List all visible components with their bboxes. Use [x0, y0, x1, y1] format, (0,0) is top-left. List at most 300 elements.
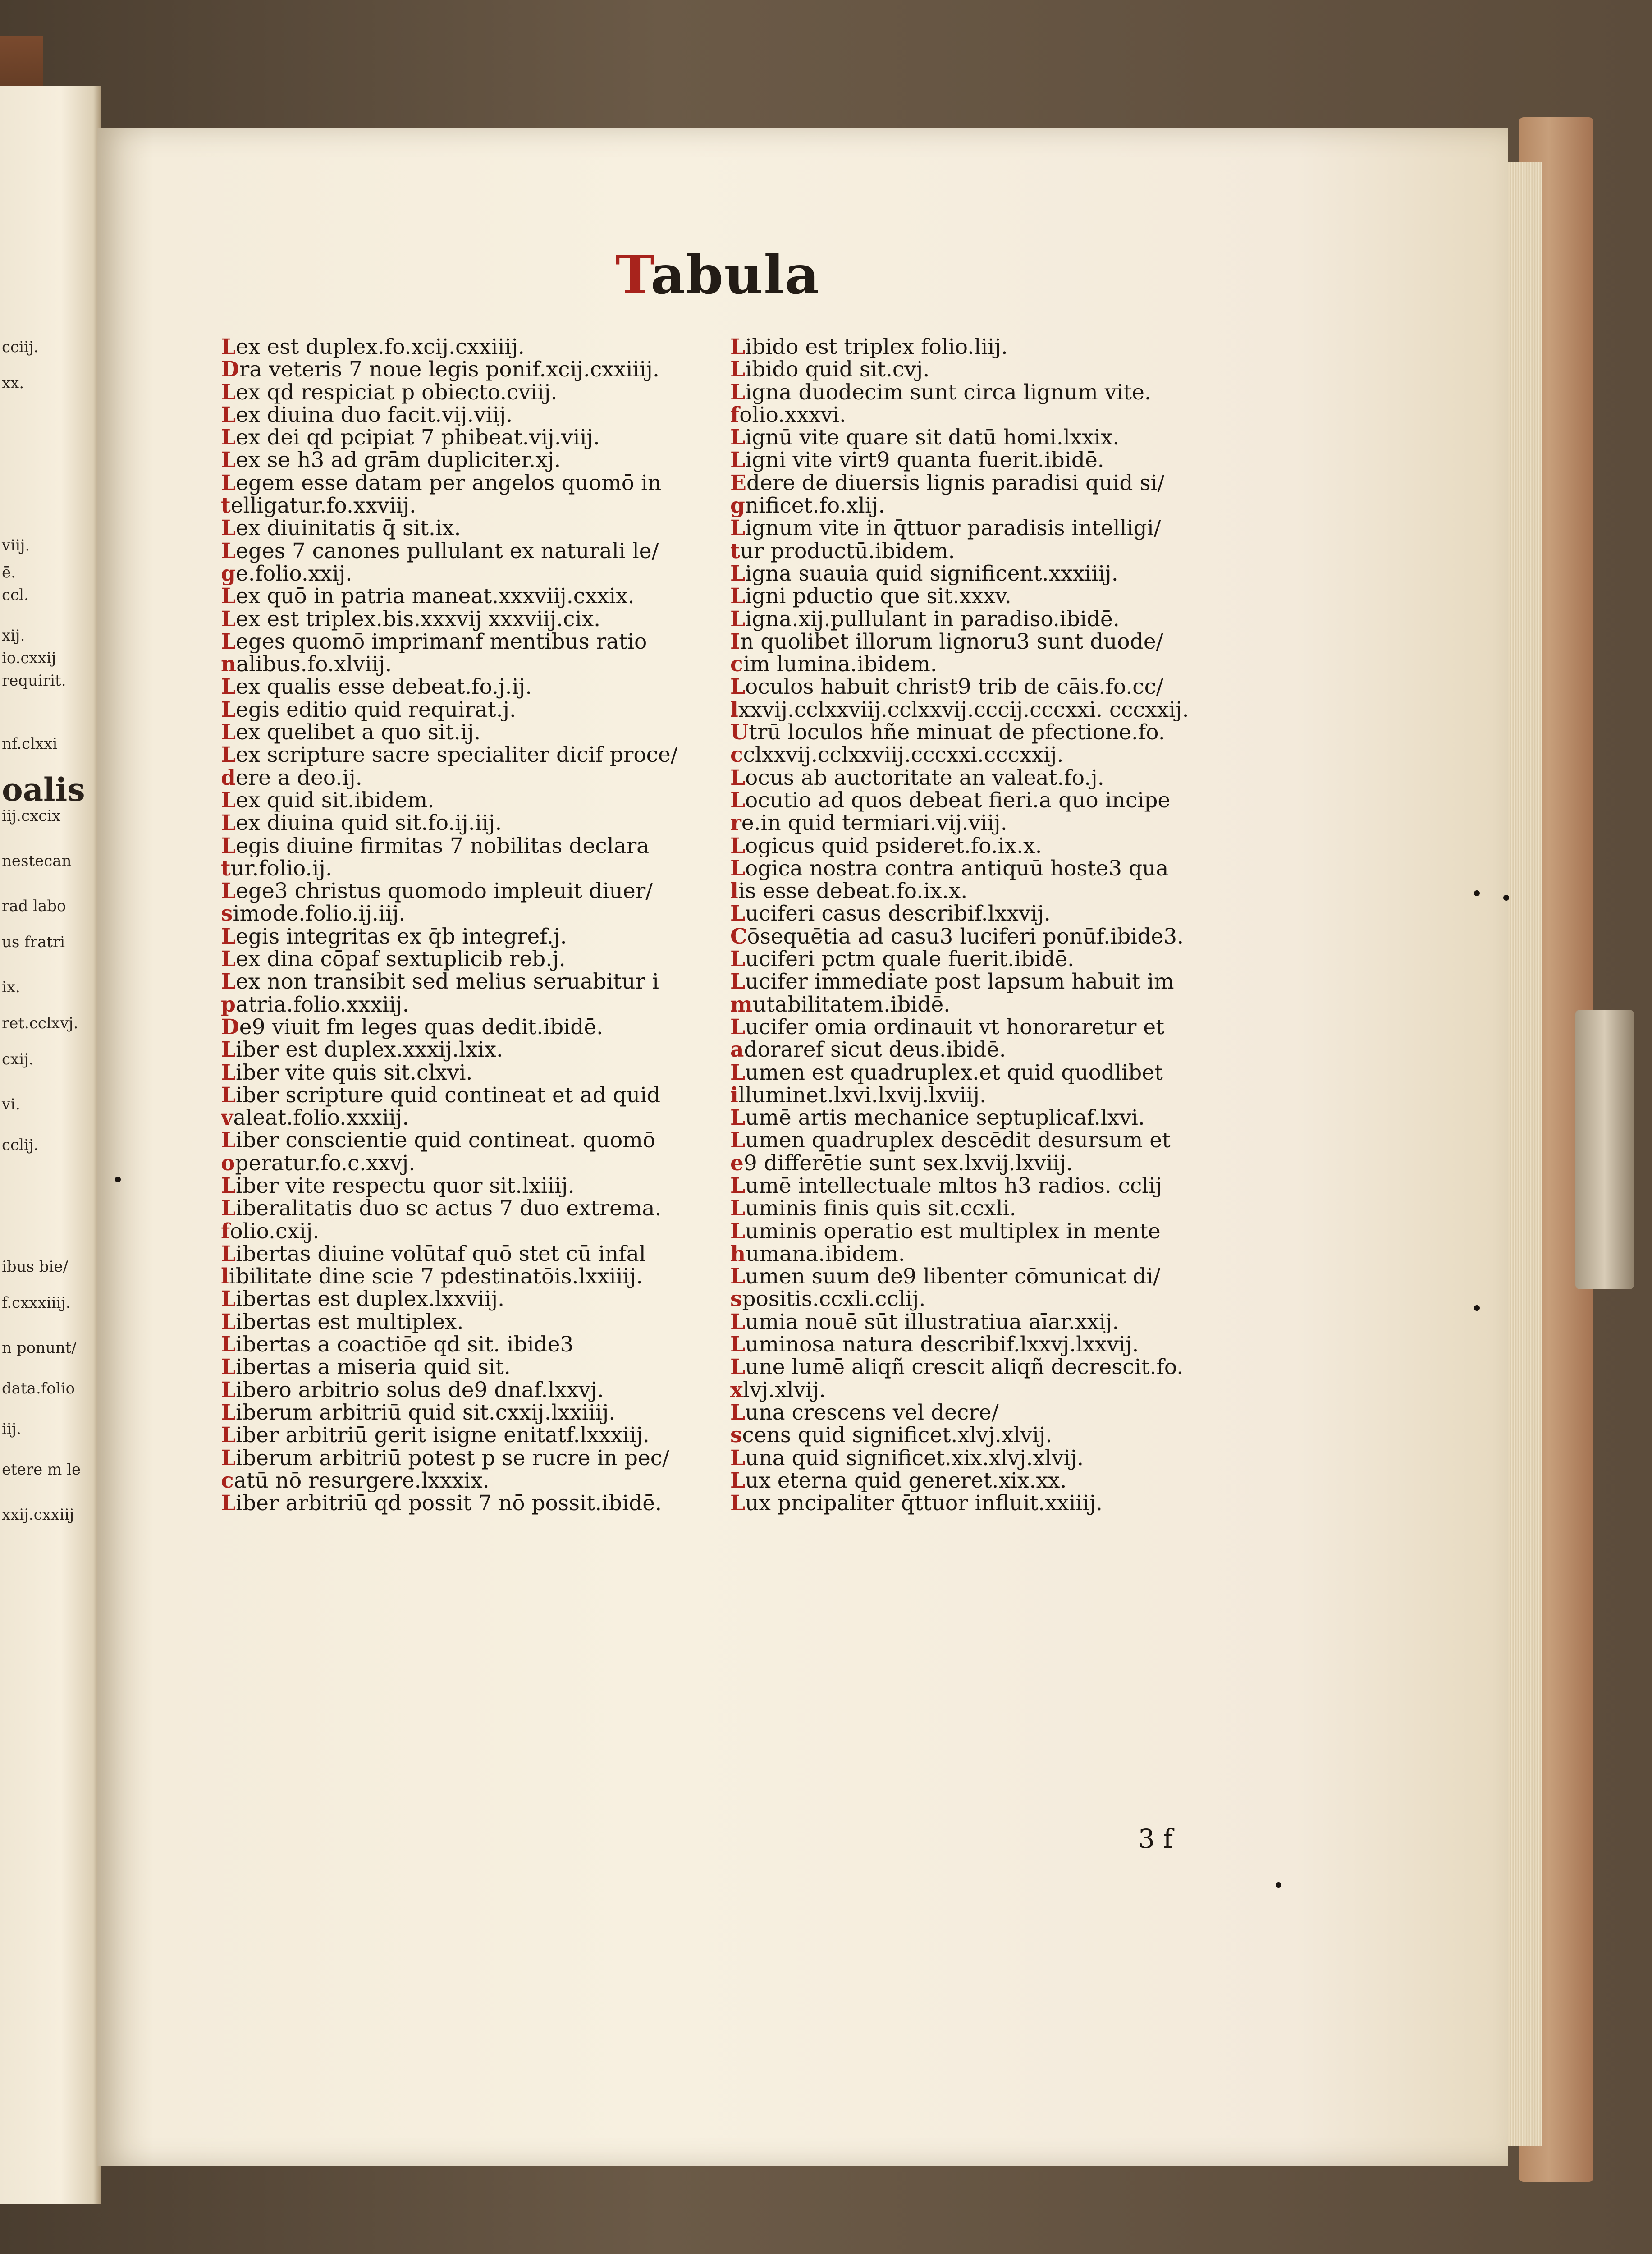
index-entry [730, 1084, 1217, 1107]
index-entry [221, 540, 708, 563]
entry-text: igna suauia quid significent.xxxiiij. [745, 562, 1118, 586]
index-entry [221, 653, 708, 676]
index-entry [221, 404, 708, 426]
entry-initial: L [221, 381, 236, 404]
entry-initial: L [730, 1107, 746, 1130]
entry-initial: L [221, 449, 236, 472]
entry-initial: L [221, 426, 236, 449]
entry-text: oculos habuit christ9 trib de cāis.fo.cc/ [745, 676, 1163, 699]
entry-text: olio.xxxvi. [739, 403, 847, 427]
entry-initial: E [730, 472, 746, 495]
entry-initial: L [221, 721, 236, 744]
index-entry [221, 1175, 708, 1197]
facing-page-text: ē. [2, 564, 16, 582]
index-entry [730, 1220, 1217, 1243]
entry-text: ex scripture sacre specialiter dicif proce/ [236, 744, 678, 767]
entry-initial: L [730, 1333, 746, 1356]
entry-initial: e [730, 1152, 744, 1175]
entry-initial: L [221, 880, 236, 903]
entry-text: iber conscientie quid contineat. quomō [236, 1129, 656, 1152]
heading-initial: T [615, 243, 651, 306]
entry-text: ibido quid sit.cvj. [745, 358, 930, 381]
index-entry [221, 994, 708, 1016]
entry-text: uminis operatio est multiplex in mente [745, 1220, 1161, 1243]
entry-initial: c [730, 653, 743, 676]
entry-initial: L [221, 1379, 236, 1402]
entry-initial: v [221, 1107, 233, 1130]
index-entry [730, 835, 1217, 857]
facing-page-fragment [0, 86, 101, 2204]
index-entry [221, 1288, 708, 1310]
entry-text: egis diuine firmitas 7 nobilitas declara [236, 834, 650, 857]
index-entry [221, 1402, 708, 1424]
entry-initial: L [730, 1174, 746, 1198]
index-entry [730, 1039, 1217, 1061]
entry-initial: t [730, 540, 740, 563]
index-entry [730, 336, 1217, 358]
entry-text: iber vite quis sit.clxvi. [236, 1061, 473, 1084]
index-entry [221, 948, 708, 971]
entry-initial: I [730, 630, 740, 654]
entry-initial: L [730, 517, 746, 540]
entry-text: ibertas diuine volūtaf quō stet cū infal [236, 1242, 646, 1266]
entry-text: xxvij.cclxxviij.cclxxvij.cccij.cccxxi. cccxxij. [738, 698, 1189, 722]
entry-initial: L [730, 903, 746, 925]
entry-text: ogica nostra contra antiquū hoste3 qua [745, 857, 1169, 880]
entry-initial: L [221, 676, 236, 699]
index-entry [221, 744, 708, 766]
ink-speck [1503, 895, 1509, 901]
entry-text: una quid significet.xix.xlvj.xlvij. [745, 1447, 1084, 1470]
index-entry [730, 495, 1217, 517]
entry-text: ex est duplex.fo.xcij.cxxiiij. [236, 336, 525, 359]
entry-initial: L [730, 1401, 746, 1425]
entry-text: iber vite respectu quor sit.lxiiij. [236, 1174, 575, 1198]
index-entry [221, 1107, 708, 1129]
entry-initial: L [221, 744, 236, 767]
index-entry [730, 1470, 1217, 1492]
index-entry [730, 404, 1217, 426]
entry-initial: L [730, 834, 746, 857]
entry-initial: L [730, 971, 746, 994]
facing-page-text: cclij. [2, 1136, 39, 1154]
entry-text: ege3 christus quomodo impleuit diuer/ [236, 880, 653, 903]
entry-initial: c [221, 1469, 234, 1493]
index-entry [221, 1084, 708, 1107]
entry-initial: L [730, 1356, 746, 1379]
entry-text: igna.xij.pullulant in paradiso.ibidē. [745, 608, 1120, 631]
entry-initial: L [221, 925, 236, 948]
entry-text: ucifer immediate post lapsum habuit im [745, 971, 1174, 994]
facing-page-text: ibus bie/ [2, 1258, 69, 1276]
entry-text: une lumē aliqñ crescit aliqñ decrescit.fo. [745, 1356, 1184, 1379]
entry-text: uminosa natura describif.lxxvj.lxxvij. [745, 1333, 1139, 1356]
index-entry [730, 1129, 1217, 1152]
entry-initial: L [221, 1288, 236, 1311]
facing-page-text: requirit. [2, 672, 66, 690]
entry-initial: L [221, 517, 236, 540]
entry-text: ignum vite in q̄ttuor paradisis intelligi/ [745, 517, 1161, 540]
entry-initial: L [221, 1061, 236, 1084]
entry-initial: L [221, 1242, 236, 1266]
facing-page-text: ix. [2, 978, 20, 996]
entry-initial: L [730, 1220, 746, 1243]
facing-page-text: io.cxxij [2, 649, 56, 667]
entry-text: ex quelibet a quo sit.ij. [236, 721, 481, 744]
facing-page-text: iij.cxcix [2, 807, 61, 825]
entry-initial: L [730, 857, 746, 880]
entry-initial: L [221, 472, 236, 495]
entry-initial: L [221, 698, 236, 722]
entry-text: alibus.fo.xlviij. [236, 653, 392, 676]
entry-initial: L [221, 834, 236, 857]
entry-text: 9 differētie sunt sex.lxvij.lxviij. [743, 1152, 1073, 1175]
entry-initial: L [730, 426, 746, 449]
entry-text: n quolibet illorum lignoru3 sunt duode/ [740, 630, 1163, 654]
entry-text: positis.ccxli.cclij. [742, 1288, 926, 1311]
entry-initial: l [730, 880, 738, 903]
entry-initial: s [730, 1288, 742, 1311]
ink-speck [1276, 1882, 1281, 1888]
entry-initial: L [730, 789, 746, 812]
entry-text: dere de diuersis lignis paradisi quid si/ [746, 472, 1165, 495]
index-entry [730, 517, 1217, 540]
index-entry [221, 631, 708, 653]
index-entry [221, 426, 708, 449]
facing-page-text: n ponunt/ [2, 1339, 77, 1357]
heading-rest: abula [650, 243, 820, 306]
index-entry [730, 653, 1217, 676]
entry-initial: L [221, 1129, 236, 1152]
entry-initial: L [221, 585, 236, 608]
entry-text: ur productū.ibidem. [740, 540, 955, 563]
index-entry [221, 1447, 708, 1470]
index-entry [730, 1447, 1217, 1470]
index-entry [221, 585, 708, 608]
entry-initial: L [221, 948, 236, 971]
entry-initial: L [730, 676, 746, 699]
index-entry [730, 880, 1217, 903]
entry-initial: t [221, 495, 231, 518]
entry-text: ocutio ad quos debeat fieri.a quo incipe [745, 789, 1171, 812]
entry-initial: D [221, 1016, 239, 1039]
entry-text: ibertas a coactiōe qd sit. ibide3 [236, 1333, 574, 1356]
entry-initial: t [221, 857, 231, 880]
index-entry [730, 789, 1217, 812]
index-entry [730, 721, 1217, 744]
entry-text: ex dina cōpaf sextuplicib reb.j. [236, 948, 566, 971]
index-entry [730, 381, 1217, 404]
entry-text: iberalitatis duo sc actus 7 duo extrema. [236, 1197, 662, 1220]
entry-text: is esse debeat.fo.ix.x. [738, 880, 968, 903]
entry-text: e.folio.xxij. [235, 562, 352, 586]
entry-initial: L [730, 1061, 746, 1084]
entry-text: ex non transibit sed melius seruabitur i [236, 971, 659, 994]
facing-page-text: iij. [2, 1420, 22, 1438]
index-entry [221, 472, 708, 495]
entry-text: ex qd respiciat p obiecto.cviij. [236, 381, 558, 404]
index-entry [221, 789, 708, 812]
index-entry [221, 699, 708, 721]
entry-initial: L [221, 630, 236, 654]
facing-page-text: cciij. [2, 338, 39, 356]
facing-page-text: ccl. [2, 586, 29, 604]
index-entry [730, 1379, 1217, 1402]
index-entry [221, 925, 708, 948]
index-entry [221, 1197, 708, 1220]
entry-initial: L [730, 948, 746, 971]
entry-text: iber scripture quid contineat et ad quid [236, 1084, 661, 1107]
entry-initial: L [221, 1174, 236, 1198]
facing-page-text: f.cxxxiiij. [2, 1294, 71, 1312]
index-entry [730, 358, 1217, 381]
index-entry [221, 880, 708, 903]
index-entry [221, 857, 708, 880]
index-entry [221, 1470, 708, 1492]
entry-text: ex quid sit.ibidem. [236, 789, 435, 812]
entry-text: ibilitate dine scie 7 pdestinatōis.lxxiiij. [229, 1265, 643, 1288]
index-entry [221, 767, 708, 789]
index-entry [221, 449, 708, 472]
entry-initial: x [730, 1379, 743, 1402]
index-entry [221, 1129, 708, 1152]
entry-text: una crescens vel decre/ [745, 1401, 999, 1425]
facing-page-text: rad labo [2, 897, 66, 915]
index-entry [221, 1243, 708, 1265]
entry-initial: L [730, 1310, 746, 1334]
index-entry [730, 994, 1217, 1016]
facing-page-text: vi. [2, 1095, 20, 1113]
index-entry [221, 517, 708, 540]
facing-page-text: xx. [2, 374, 24, 392]
index-entry [730, 1016, 1217, 1039]
facing-page-text: nestecan [2, 852, 72, 870]
entry-initial: L [221, 1356, 236, 1379]
entry-text: ocus ab auctoritate an valeat.fo.j. [745, 766, 1104, 789]
entry-initial: L [730, 1129, 746, 1152]
entry-initial: L [730, 1447, 746, 1470]
entry-text: igni pductio que sit.xxxv. [745, 585, 1011, 608]
index-entry [730, 563, 1217, 585]
entry-text: elligatur.fo.xxviij. [230, 495, 416, 518]
entry-text: iberum arbitriū quid sit.cxxij.lxxiiij. [236, 1401, 616, 1425]
entry-initial: h [730, 1242, 746, 1266]
entry-initial: L [730, 608, 746, 631]
ink-speck [1474, 1305, 1480, 1311]
index-entry [730, 426, 1217, 449]
index-entry [221, 1492, 708, 1515]
entry-text: eges quomō imprimanf mentibus ratio [236, 630, 647, 654]
facing-page-text: cxij. [2, 1050, 34, 1068]
entry-text: lvj.xlvij. [743, 1379, 826, 1402]
entry-initial: L [730, 449, 746, 472]
entry-text: atū nō resurgere.lxxxix. [233, 1469, 490, 1493]
entry-text: trū loculos hñe minuat de pfectione.fo. [749, 721, 1165, 744]
entry-text: ucifer omia ordinauit vt honoraretur et [745, 1016, 1164, 1039]
entry-initial: L [730, 336, 746, 359]
entry-text: iberum arbitriū potest p se rucre in pec/ [236, 1447, 669, 1470]
entry-initial: L [221, 1333, 236, 1356]
entry-text: iber arbitriū gerit isigne enitatf.lxxxiij. [236, 1424, 650, 1447]
entry-text: ibero arbitrio solus de9 dnaf.lxxvj. [236, 1379, 604, 1402]
entry-initial: s [221, 903, 233, 925]
entry-initial: L [730, 766, 746, 789]
index-entry [730, 449, 1217, 472]
entry-text: umana.ibidem. [746, 1242, 905, 1266]
entry-text: ux eterna quid generet.xix.xx. [745, 1469, 1067, 1493]
index-entry [221, 676, 708, 698]
ink-speck [1474, 890, 1480, 896]
entry-text: eges 7 canones pullulant ex naturali le/ [236, 540, 659, 563]
entry-initial: L [221, 971, 236, 994]
entry-initial: L [221, 608, 236, 631]
entry-text: uminis finis quis sit.ccxli. [745, 1197, 1016, 1220]
index-entry [730, 1175, 1217, 1197]
entry-text: ibertas est duplex.lxxviij. [236, 1288, 505, 1311]
entry-text: ex quō in patria maneat.xxxviij.cxxix. [236, 585, 635, 608]
entry-text: aleat.folio.xxxiij. [233, 1107, 409, 1130]
index-entry [730, 903, 1217, 925]
entry-text: nificet.fo.xlij. [745, 495, 885, 518]
entry-initial: L [221, 812, 236, 835]
entry-initial: L [221, 1310, 236, 1334]
index-column-left [221, 336, 708, 1515]
entry-initial: i [730, 1084, 738, 1107]
index-entry [730, 971, 1217, 993]
entry-text: clxxvij.cclxxviij.cccxxi.cccxxij. [743, 744, 1064, 767]
entry-initial: o [221, 1152, 235, 1175]
entry-text: ex diuina quid sit.fo.ij.iij. [236, 812, 502, 835]
entry-initial: D [221, 358, 239, 381]
index-entry [730, 540, 1217, 563]
entry-text: ōsequētia ad casu3 luciferi ponūf.ibide3. [747, 925, 1184, 948]
clasp-strap [1575, 1010, 1634, 1289]
entry-text: ere a deo.ij. [235, 766, 362, 789]
index-entry [730, 767, 1217, 789]
facing-page-text: etere m le [2, 1461, 81, 1479]
index-entry [730, 1311, 1217, 1333]
entry-initial: d [221, 766, 236, 789]
index-entry [221, 1062, 708, 1084]
entry-initial: s [730, 1424, 742, 1447]
entry-text: ibertas a miseria quid sit. [236, 1356, 511, 1379]
entry-text: umen quadruplex descēdit desursum et [745, 1129, 1171, 1152]
index-entry [730, 699, 1217, 721]
entry-text: iber est duplex.xxxij.lxix. [236, 1039, 503, 1062]
entry-text: im lumina.ibidem. [743, 653, 937, 676]
index-entry [730, 925, 1217, 948]
index-entry [730, 1243, 1217, 1265]
entry-initial: l [221, 1265, 229, 1288]
index-entry [730, 1333, 1217, 1356]
entry-initial: C [730, 925, 747, 948]
entry-initial: L [730, 1197, 746, 1220]
entry-initial: U [730, 721, 749, 744]
index-entry [221, 1424, 708, 1447]
index-entry [221, 1379, 708, 1402]
entry-text: e.in quid termiari.vij.viij. [741, 812, 1007, 835]
facing-page-text: viij. [2, 536, 30, 554]
entry-initial: r [730, 812, 741, 835]
entry-initial: L [221, 1197, 236, 1220]
index-entry [730, 676, 1217, 698]
index-entry [221, 1152, 708, 1175]
facing-page-text: ret.cclxvj. [2, 1014, 78, 1032]
entry-initial: p [221, 993, 236, 1016]
entry-initial: f [221, 1220, 230, 1243]
facing-page-text: xij. [2, 627, 25, 645]
entry-text: egis editio quid requirat.j. [236, 698, 517, 722]
entry-initial: L [221, 1492, 236, 1515]
index-entry [730, 1492, 1217, 1515]
index-entry [221, 1311, 708, 1333]
index-entry [730, 1424, 1217, 1447]
entry-text: umen suum de9 libenter cōmunicat di/ [745, 1265, 1161, 1288]
entry-initial: L [221, 1424, 236, 1447]
entry-initial: L [730, 1016, 746, 1039]
entry-initial: L [730, 381, 746, 404]
index-entry [730, 631, 1217, 653]
index-entry [221, 358, 708, 381]
facing-page-text: oalis [2, 771, 85, 808]
index-entry [730, 1197, 1217, 1220]
entry-text: ur.folio.ij. [230, 857, 332, 880]
entry-initial: L [221, 1401, 236, 1425]
entry-text: ogicus quid psideret.fo.ix.x. [745, 834, 1042, 857]
entry-text: ux pncipaliter q̄ttuor influit.xxiiij. [745, 1492, 1103, 1515]
entry-text: ex se h3 ad grām dupliciter.xj. [236, 449, 561, 472]
entry-initial: f [730, 403, 740, 427]
entry-initial: a [730, 1039, 744, 1062]
index-entry [730, 812, 1217, 834]
index-entry [730, 1288, 1217, 1310]
entry-text: umē artis mechanice septuplicaf.lxvi. [745, 1107, 1145, 1130]
entry-text: ibertas est multiplex. [236, 1310, 464, 1334]
entry-text: peratur.fo.c.xxvj. [235, 1152, 416, 1175]
entry-text: uciferi casus describif.lxxvij. [745, 903, 1051, 925]
page-heading [615, 243, 850, 306]
index-entry [730, 1265, 1217, 1288]
entry-text: egis integritas ex q̄b integref.j. [236, 925, 567, 948]
entry-initial: n [221, 653, 237, 676]
index-entry [730, 585, 1217, 608]
entry-text: ex est triplex.bis.xxxvij xxxviij.cix. [236, 608, 601, 631]
entry-text: ex diuinitatis q̄ sit.ix. [236, 517, 461, 540]
entry-initial: L [221, 336, 236, 359]
index-entry [221, 812, 708, 834]
entry-text: utabilitatem.ibidē. [752, 993, 951, 1016]
index-entry [221, 835, 708, 857]
index-entry [730, 472, 1217, 495]
entry-initial: m [730, 993, 753, 1016]
index-entry [730, 1062, 1217, 1084]
index-entry [730, 1152, 1217, 1175]
index-entry [221, 1356, 708, 1379]
entry-initial: L [221, 403, 236, 427]
index-entry [221, 1265, 708, 1288]
entry-initial: l [730, 698, 738, 722]
entry-initial: L [221, 1084, 236, 1107]
entry-text: iber arbitriū qd possit 7 nō possit.ibidē. [236, 1492, 662, 1515]
entry-initial: L [221, 540, 236, 563]
entry-text: ex qualis esse debeat.fo.j.ij. [236, 676, 532, 699]
entry-text: olio.cxij. [230, 1220, 320, 1243]
index-entry [221, 381, 708, 404]
entry-text: doraref sicut deus.ibidē. [744, 1039, 1006, 1062]
index-entry [730, 948, 1217, 971]
entry-text: e9 viuit fm leges quas dedit.ibidē. [239, 1016, 604, 1039]
entry-text: ibido est triplex folio.liij. [745, 336, 1008, 359]
